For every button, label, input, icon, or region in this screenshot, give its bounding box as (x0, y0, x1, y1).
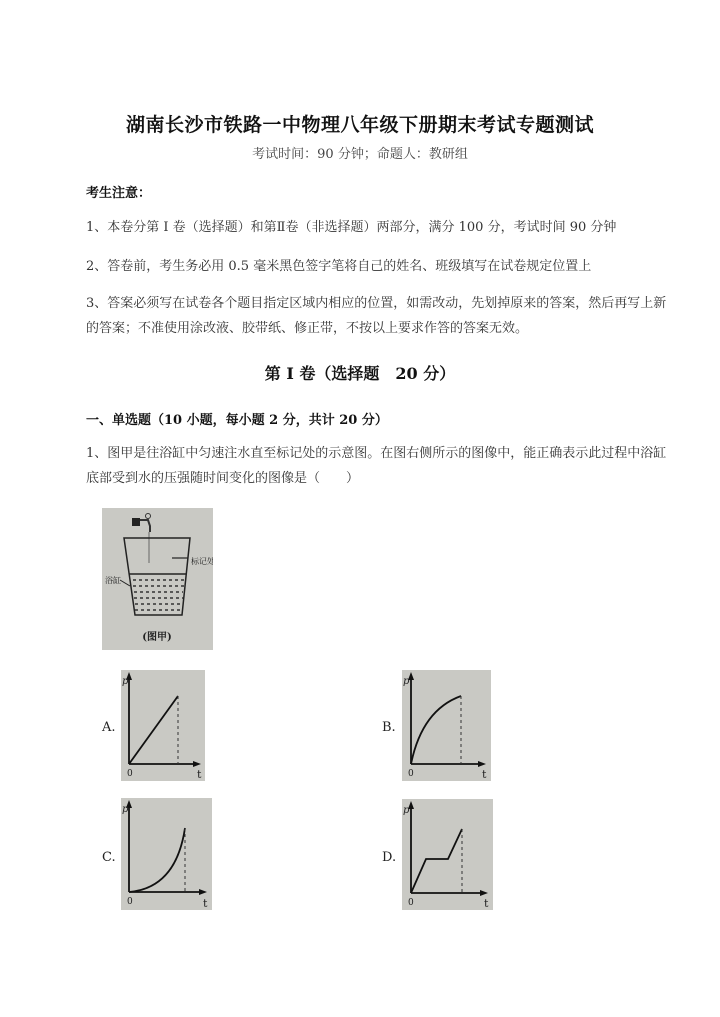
option-a-label: A. (102, 720, 116, 735)
option-c-graph (121, 798, 212, 910)
svg-text:0: 0 (127, 769, 133, 779)
svg-text:0: 0 (408, 769, 414, 779)
label-tub: 浴缸 (105, 576, 121, 585)
exam-subtitle: 考试时间：90 分钟；命题人：教研组 (252, 147, 468, 162)
notice-item-2: 2、答卷前，考生务必用 0.5 毫米黑色签字笔将自己的姓名、班级填写在试卷规定位置上 (86, 259, 592, 274)
notice-item-3: 3、答案必须写在试卷各个题目指定区域内相应的位置，如需改动，先划掉原来的答案，然后再写上新的答案；不准使用涂改液、胶带纸、修正带，不按以上要求作答的答案无效。 (86, 296, 667, 336)
option-a-graph (121, 670, 205, 781)
bathtub-diagram (102, 508, 213, 650)
option-d-graph (402, 799, 493, 910)
question-type-heading: 一、单选题（10 小题，每小题 2 分，共计 20 分） (86, 413, 388, 428)
figure-caption: (图甲) (142, 632, 172, 643)
option-b-label: B. (382, 720, 396, 735)
option-d-label: D. (382, 850, 397, 865)
bathtub-figure (102, 508, 213, 650)
svg-text:p: p (122, 804, 129, 815)
label-mark: 标记处 (191, 557, 213, 566)
svg-text:p: p (403, 676, 410, 687)
option-b-graph (402, 670, 491, 781)
svg-text:0: 0 (408, 898, 414, 908)
svg-text:t: t (482, 768, 487, 781)
option-c-label: C. (102, 850, 116, 865)
svg-text:0: 0 (127, 897, 133, 907)
exam-title: 湖南长沙市铁路一中物理八年级下册期末考试专题测试 (125, 114, 594, 136)
notice-heading: 考生注意： (86, 186, 152, 201)
svg-text:t: t (203, 897, 208, 910)
question-1-text: 1、图甲是往浴缸中匀速注水直至标记处的示意图。在图右侧所示的图像中，能正确表示此过程中浴缸底部受到水的压强随时间变化的图像是（ ） (86, 446, 667, 486)
svg-text:p: p (403, 805, 410, 816)
section-title: 第 I 卷（选择题 20 分） (264, 364, 456, 383)
notice-item-1: 1、本卷分第 I 卷（选择题）和第Ⅱ卷（非选择题）两部分，满分 100 分，考试时间 90 分钟 (86, 220, 617, 235)
svg-text:t: t (484, 897, 489, 910)
svg-text:p: p (122, 676, 129, 687)
svg-text:t: t (197, 768, 202, 781)
